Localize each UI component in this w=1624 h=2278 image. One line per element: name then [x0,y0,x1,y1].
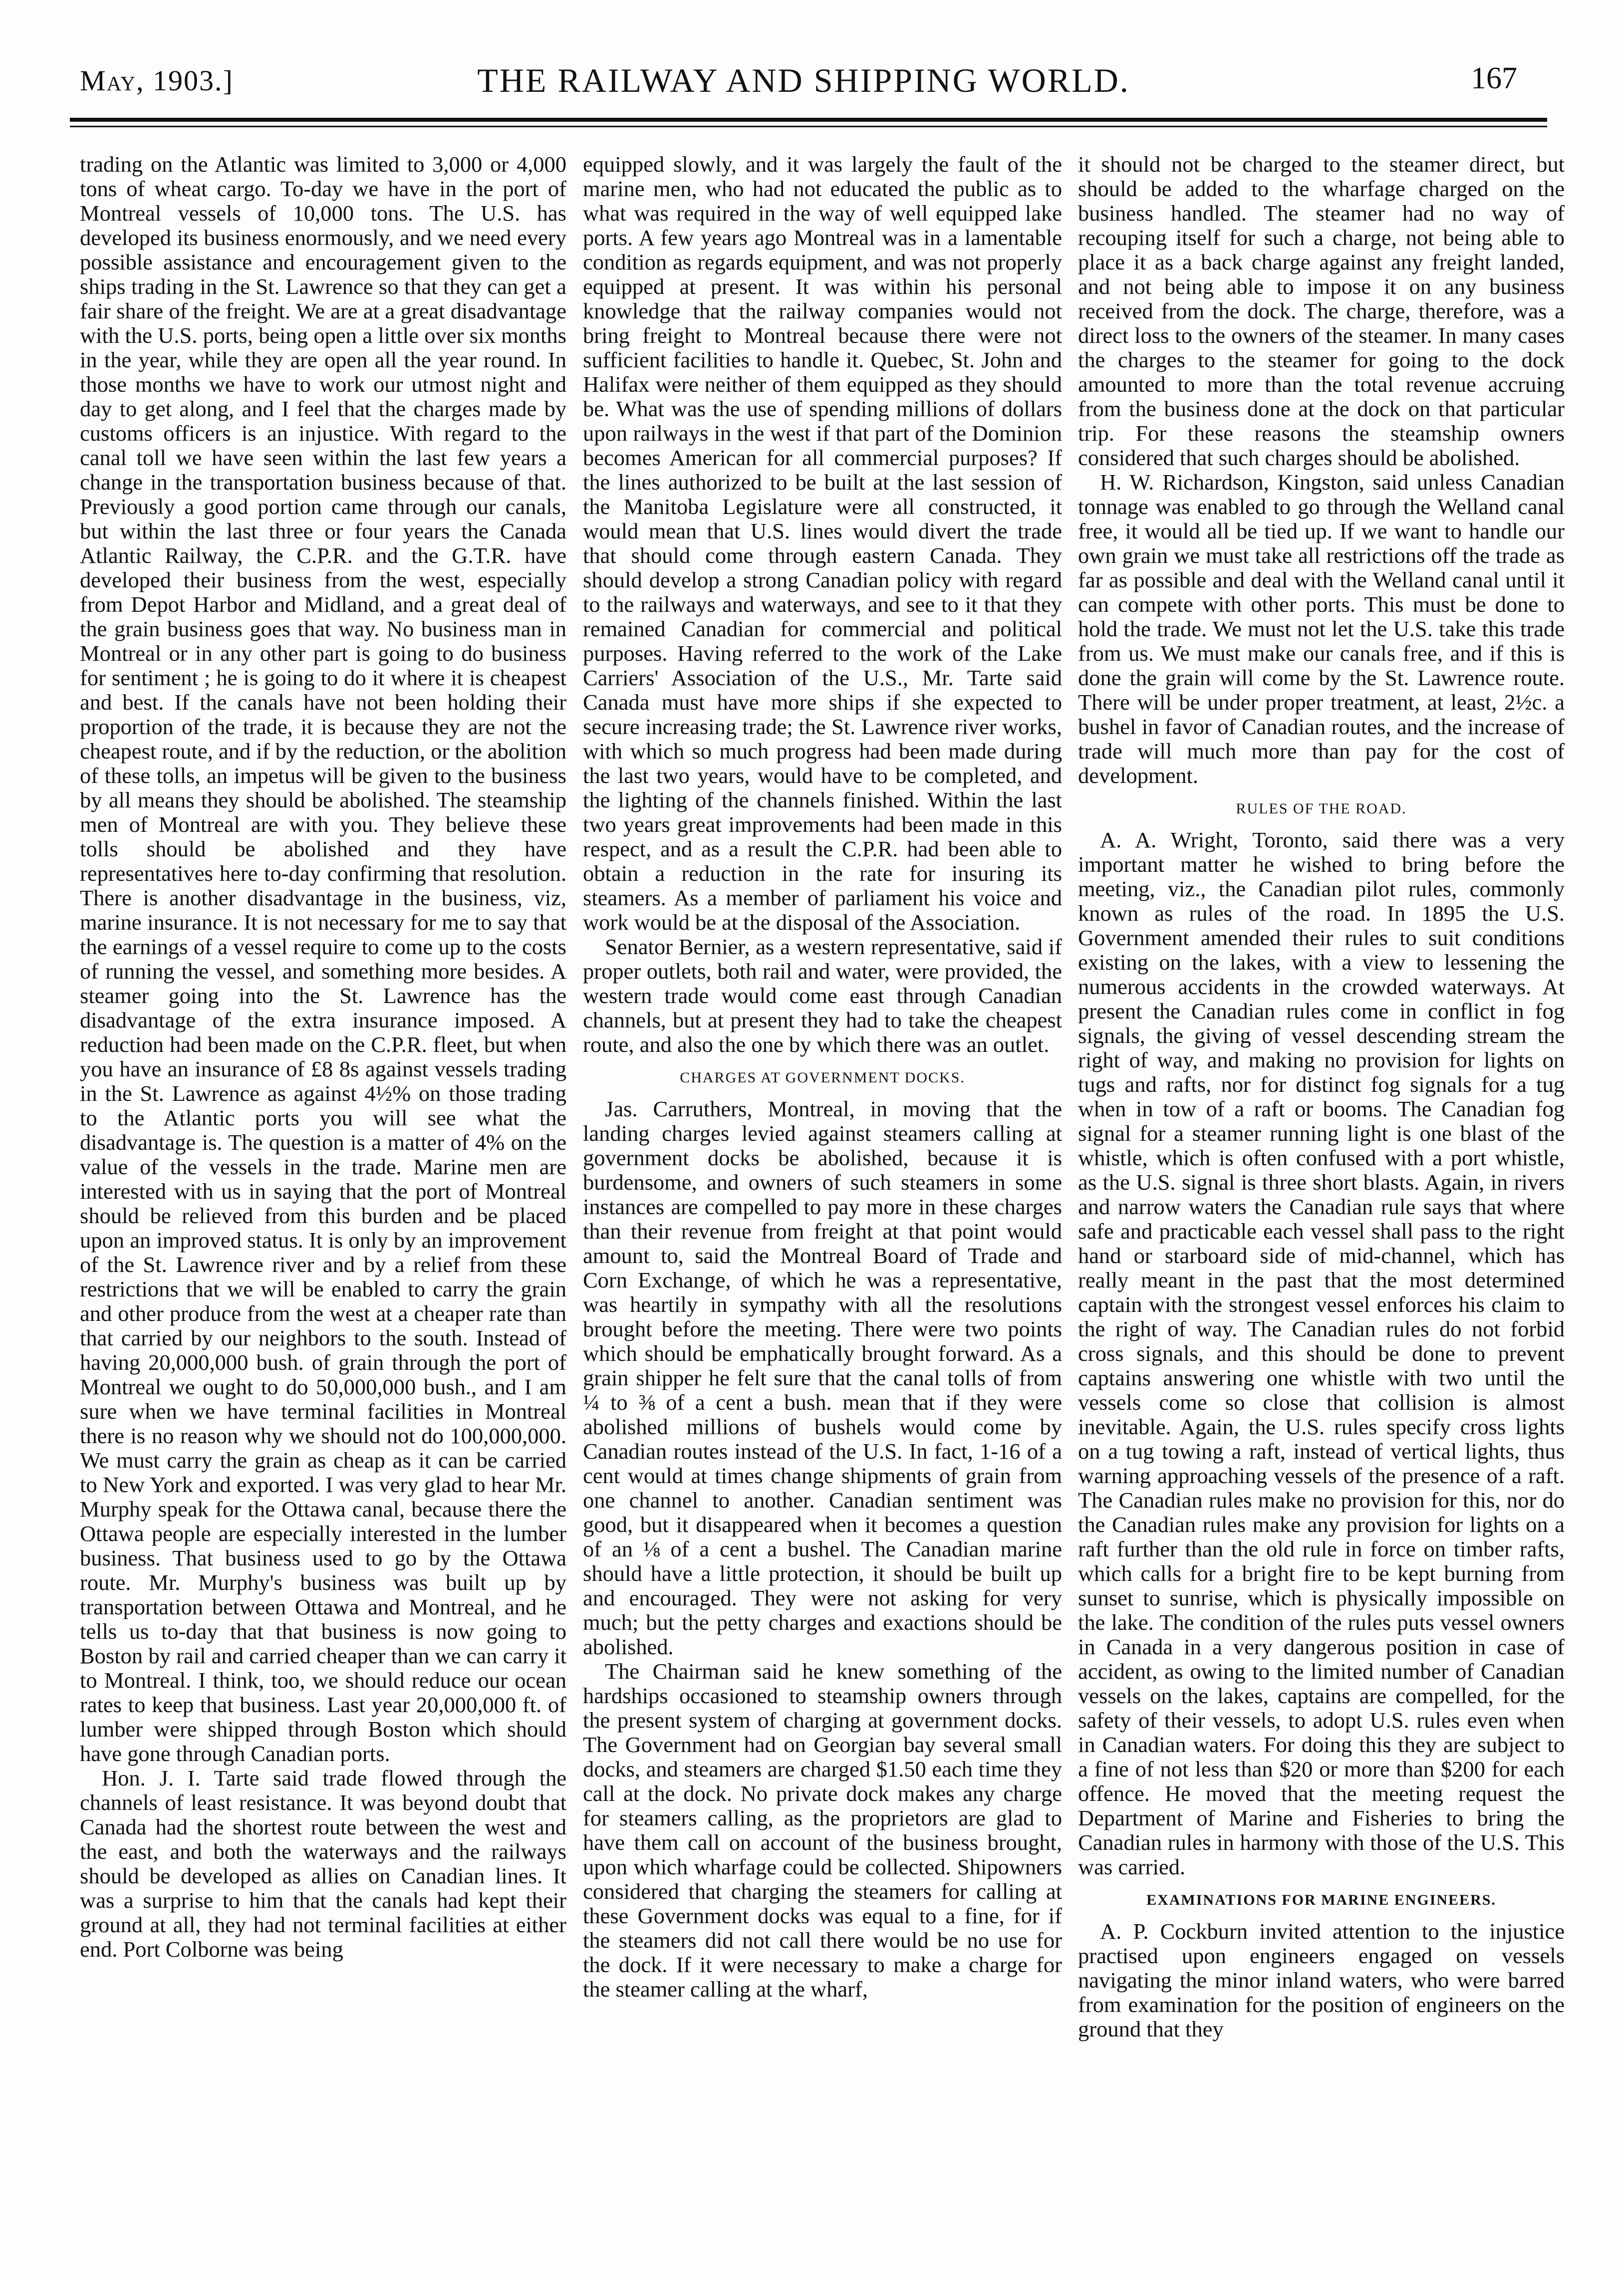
paragraph: equipped slowly, and it was largely the fault of the marine men, who had not educated the public as to what was required in the way of well equipped lake ports. A few years ago Montreal was in a lamentable condition as regards equipment, and was not properly equipped at present. It was within his personal knowledge that the railway companies would not bring freight to Montreal because there were not sufficient facilities to handle it. Quebec, St. John and Halifax were neither of them equipped as they should be. What was the use of spending millions of dollars upon railways in the west if that part of the Dominion becomes American for all commercial purposes? If the lines authorized to be built at the last session of the Manitoba Legislature were all constructed, it would mean that U.S. lines would divert the trade that should come through eastern Canada. They should develop a strong Canadian policy with regard to the railways and waterways, and see to it that they remained Canadian for commercial and political purposes. Having referred to the work of the Lake Carriers' Association of the U.S., Mr. Tarte said Canada must have more ships if she expected to secure increasing trade; the St. Lawrence river works, with which so much progress had been made during the last two years, would have to be completed, and the lighting of the channels finished. Within the last two years great improvements had been made in this respect, and as a result the C.P.R. had been able to obtain a reduction in the rate for insuring its steamers. As a member of parliament his voice and work would be at the disposal of the Association. [583,152,1062,935]
paragraph: The Chairman said he knew something of the hardships occasioned to steamship owners through the present system of charging at government docks. The Government had on Georgian bay several small docks, and steamers are charged $1.50 each time they call at the dock. No private dock makes any charge for steamers calling, as the proprietors are glad to have them call on account of the business brought, upon which wharfage could be collected. Shipowners considered that charging the steamers for calling at these Government docks was equal to a fine, for if the steamers did not call there would be no use for the dock. If it were necessary to make a charge for the steamer calling at the wharf, [583,1659,1062,2002]
paragraph: H. W. Richardson, Kingston, said unless Canadian tonnage was enabled to go through the Welland canal free, it would all be tied up. If we want to handle our own grain we must take all restrictions off the trade as far as possible and deal with the Welland canal until it can compete with other ports. This must be done to hold the trade. We must not let the U.S. take this trade from us. We must make our canals free, and if this is done the grain will come by the St. Lawrence route. There will be under proper treatment, at least, 2½c. a bushel in favor of Canadian routes, and the increase of trade will much more than pay for the cost of development. [1078,470,1565,788]
page-number: 167 [1471,61,1517,95]
column-2 [583,152,1062,2208]
masthead-rule-thick [70,118,1547,122]
paragraph: A. A. Wright, Toronto, said there was a very important matter he wished to bring before the meeting, viz., the Canadian pilot rules, commonly known as rules of the road. In 1895 the U.S. Government amended their rules to suit conditions existing on the lakes, with a view to lessening the numerous accidents in the crowded waterways. At present the Canadian rules come in conflict in fog signals, the giving of vessel descending stream the right of way, and making no provision for lights on tugs and rafts, nor for distinct fog signals for a tug when in tow of a raft or booms. The Canadian fog signal for a steamer running light is one blast of the whistle, which is often confused with a port whistle, as the U.S. signal is three short blasts. Again, in rivers and narrow waters the Canadian rule says that where safe and practicable each vessel shall pass to the right hand or starboard side of mid-channel, which has really meant in the past that the most determined captain with the strongest vessel enforces his claim to the right of way. The Canadian rules do not forbid cross signals, and this should be done to prevent captains answering one whistle with two until the vessels come so close that collision is almost inevitable. Again, the U.S. rules specify cross lights on a tug towing a raft, instead of vertical lights, thus warning approaching vessels of the presence of a raft. The Canadian rules make no provision for this, nor do the Canadian rules make any provision for lights on a raft further than the old rule in force on timber rafts, which calls for a bright fire to be kept burning from sunset to sunrise, which is physically impossible on the lake. The condition of the rules puts vessel owners in Canada in a very dangerous position in case of accident, as owing to the limited number of Canadian vessels on the lakes, captains are compelled, for the safety of their vessels, to adopt U.S. rules even when in Canadian waters. For doing this they are subject to a fine of not less than $20 or more than $200 for each offence. He moved that the meeting request the Department of Marine and Fisheries to bring the Canadian rules in harmony with those of the U.S. This was carried. [1078,827,1565,1879]
section-heading: CHARGES AT GOVERNMENT DOCKS. [680,1069,965,1086]
section-heading: EXAMINATIONS FOR MARINE ENGINEERS. [1146,1892,1496,1908]
masthead [60,59,1547,114]
column-3 [1078,152,1565,2208]
paragraph: Jas. Carruthers, Montreal, in moving that the landing charges levied against steamers calling at government docks be abolished, because it is burdensome, and owners of such steamers in some instances are compelled to pay more in these charges than their revenue from freight at that point would amount to, said the Montreal Board of Trade and Corn Exchange, of which he was a representative, was heartily in sympathy with all the resolutions brought before the meeting. There were two points which should be emphatically brought forward. As a grain shipper he felt sure that the canal tolls of from ¼ to ⅜ of a cent a bush. mean that if they were abolished millions of bushels would come by Canadian routes instead of the U.S. In fact, 1-16 of a cent would at times change shipments of grain from one channel to another. Canadian sentiment was good, but it disappeared when it becomes a question of an ⅛ of a cent a bushel. The Canadian marine should have a little protection, it should be built up and encouraged. They were not asking for very much; but the petty charges and exactions should be abolished. [583,1096,1062,1659]
paragraph: Senator Bernier, as a western representative, said if proper outlets, both rail and water, were provided, the western trade would come east through Canadian channels, but at present they had to take the cheapest route, and also the one by which there was an outlet. [583,934,1062,1057]
issue-date: May, 1903.] [80,64,234,97]
section-heading: RULES OF THE ROAD. [1236,800,1407,817]
column-1 [80,152,566,2208]
publication-title: THE RAILWAY AND SHIPPING WORLD. [477,61,1130,99]
paragraph: trading on the Atlantic was limited to 3,000 or 4,000 tons of wheat cargo. To-day we have in the port of Montreal vessels of 10,000 tons. The U.S. has developed its business enormously, and we need every possible assistance and encouragement given to the ships trading in the St. Lawrence so that they can get a fair share of the freight. We are at a great disadvantage with the U.S. ports, being open a little over six months in the year, while they are open all the year round. In those months we have to work our utmost night and day to get along, and I feel that the charges made by customs officers is an injustice. With regard to the canal toll we have seen within the last few years a change in the transportation business because of that. Previously a good portion came through our canals, but within the last three or four years the Canada Atlantic Railway, the C.P.R. and the G.T.R. have developed their business from the west, especially from Depot Harbor and Midland, and a great deal of the grain business goes that way. No business man in Montreal or in any other part is going to do business for sentiment ; he is going to do it where it is cheapest and best. If the canals have not been holding their proportion of the trade, it is because they are not the cheapest route, and if by the reduction, or the abolition of these tolls, an impetus will be given to the business by all means they should be abolished. The steamship men of Montreal are with you. They believe these tolls should be abolished and they have representatives here to-day confirming that resolution. There is another disadvantage in the business, viz, marine insurance. It is not necessary for me to say that the earnings of a vessel require to come up to the costs of running the vessel, and something more besides. A steamer going into the St. Lawrence has the disadvantage of the extra insurance imposed. A reduction had been made on the C.P.R. fleet, but when you have an insurance of £8 8s against vessels trading in the St. Lawrence as against 4½% on those trading to the Atlantic ports you will see what the disadvantage is. The question is a matter of 4% on the value of the vessels in the trade. Marine men are interested with us in saying that the port of Montreal should be relieved from this burden and be placed upon an improved status. It is only by an improvement of the St. Lawrence river and by a relief from these restrictions that we will be enabled to carry the grain and other produce from the west at a cheaper rate than that carried by our neighbors to the south. Instead of having 20,000,000 bush. of grain through the port of Montreal we ought to do 50,000,000 bush., and I am sure when we have terminal facilities in Montreal there is no reason why we should not do 100,000,000. We must carry the grain as cheap as it can be carried to New York and exported. I was very glad to hear Mr. Murphy speak for the Ottawa canal, because there the Ottawa people are especially interested in the lumber business. That business used to go by the Ottawa route. Mr. Murphy's business was built up by transportation between Ottawa and Montreal, and he tells us to-day that that business is now going to Boston by rail and carried cheaper than we can carry it to Montreal. I think, too, we should reduce our ocean rates to keep that business. Last year 20,000,000 ft. of lumber were shipped through Boston which should have gone through Canadian ports. [80,152,566,1766]
paragraph: Hon. J. I. Tarte said trade flowed through the channels of least resistance. It was beyond doubt that Canada had the shortest route between the west and the east, and both the waterways and the railways should be developed as allies on Canadian lines. It was a surprise to him that the canals had kept their ground at all, they had not terminal facilities at either end. Port Colborne was being [80,1766,566,1962]
masthead-rule-thin [70,126,1547,127]
paragraph: A. P. Cockburn invited attention to the injustice practised upon engineers engaged on vessels navigating the minor inland waters, who were barred from examination for the position of engineers on the ground that they [1078,1919,1565,2041]
paragraph: it should not be charged to the steamer direct, but should be added to the wharfage charged on the business handled. The steamer had no way of recouping itself for such a charge, not being able to place it as a back charge against any freight landed, and not being able to impose it on any business received from the dock. The charge, therefore, was a direct loss to the owners of the steamer. In many cases the charges to the steamer for going to the dock amounted to more than the total revenue accruing from the business done at the dock on that particular trip. For these reasons the steamship owners considered that such charges should be abolished. [1078,152,1565,470]
